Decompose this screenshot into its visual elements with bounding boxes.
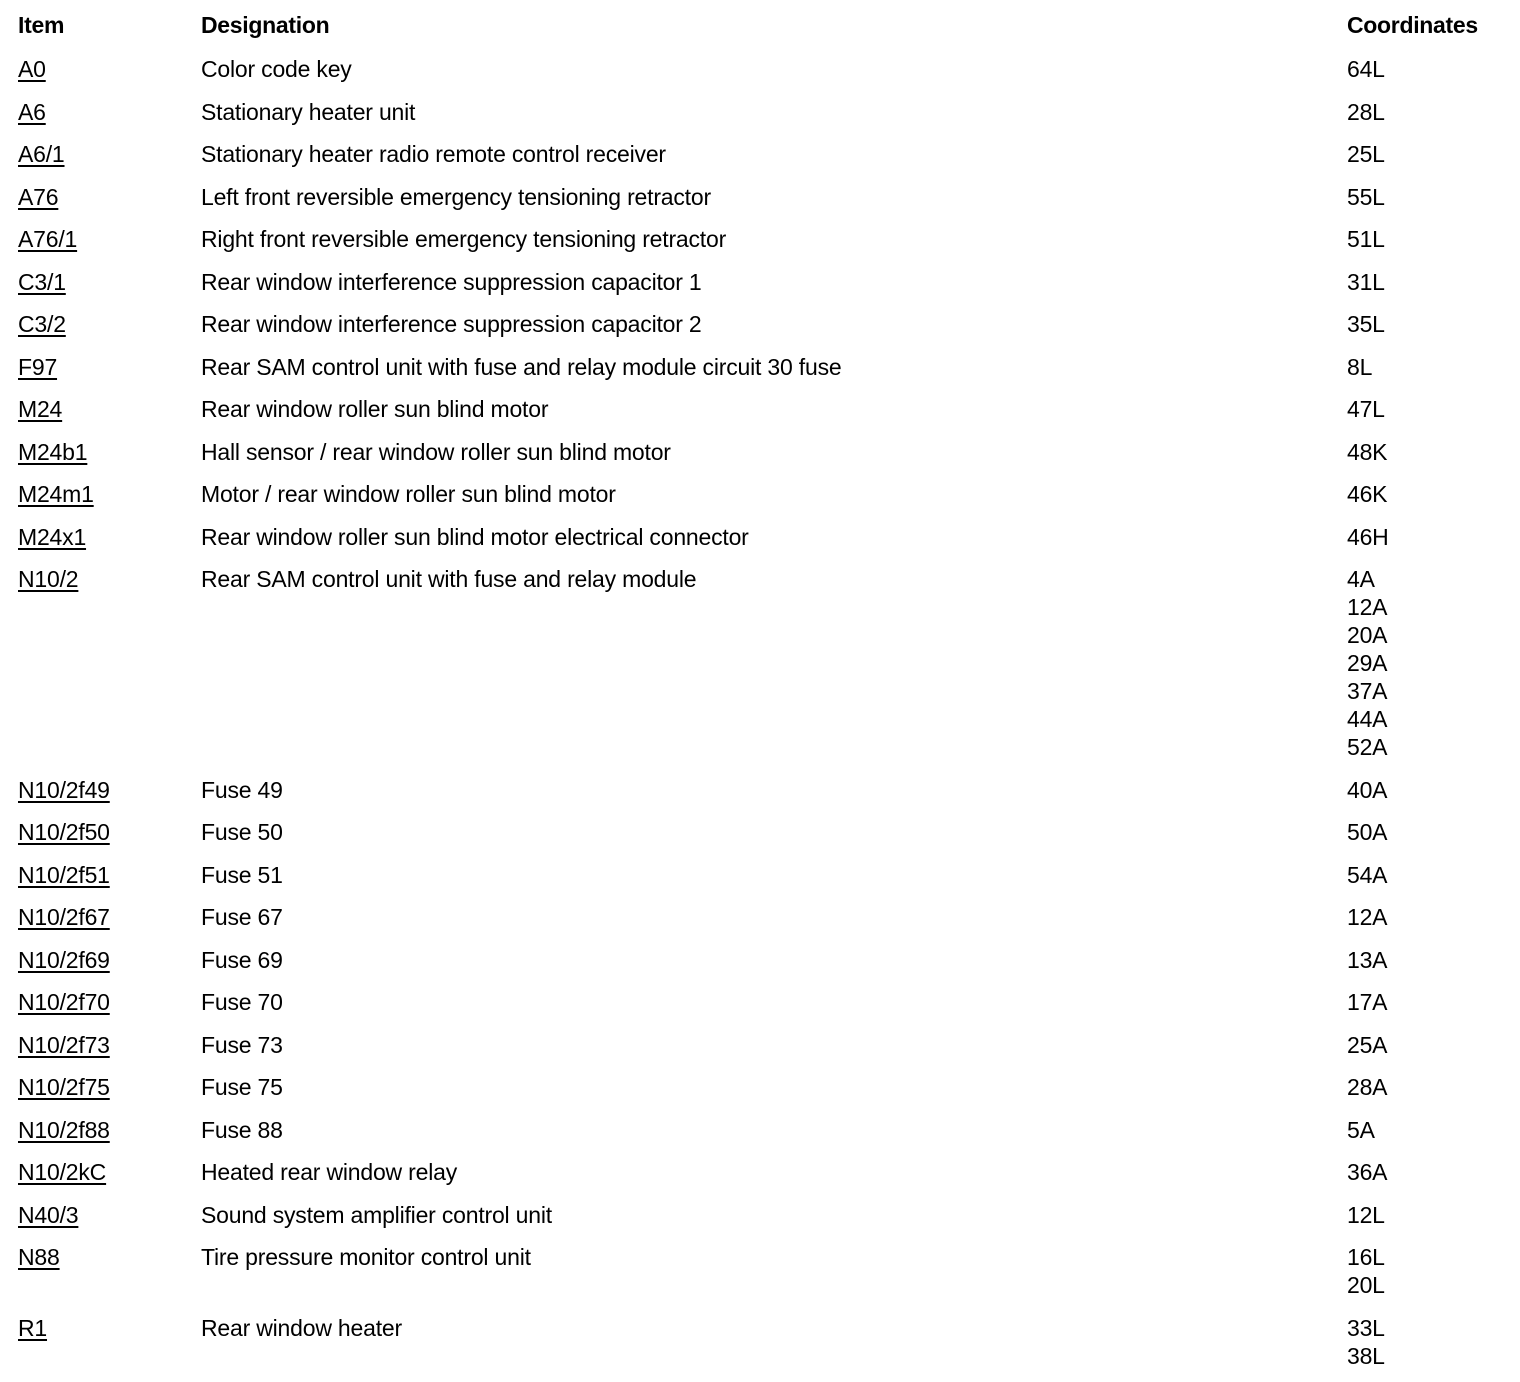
designation-text: Fuse 69 (201, 946, 283, 973)
header-item: Item (18, 12, 65, 38)
coordinate-value: 28A (1347, 1074, 1388, 1100)
item-link[interactable]: A76 (18, 183, 59, 210)
coordinate-value: 64L (1347, 56, 1385, 82)
header-coordinates: Coordinates (1347, 12, 1478, 38)
coordinates-cell (1347, 480, 1387, 508)
designation-text: Fuse 75 (201, 1074, 283, 1100)
designation-text: Rear window roller sun blind motor (201, 396, 549, 422)
header-designation: Designation (201, 12, 330, 38)
coordinates-cell (1347, 98, 1385, 126)
designation-text: Rear SAM control unit with fuse and relay module circuit 30 fuse (201, 353, 842, 380)
coordinate-value: 5A (1347, 1116, 1375, 1143)
designation-text: Fuse 73 (201, 1031, 283, 1058)
coordinate-value: 35L (1347, 311, 1385, 337)
coordinates-cell (1347, 268, 1385, 296)
item-link[interactable]: M24b1 (18, 438, 88, 465)
coordinate-value: 20L (1347, 1272, 1385, 1298)
coordinate-value: 31L (1347, 268, 1385, 295)
designation-text: Rear window heater (201, 1314, 402, 1341)
coordinate-value: 17A (1347, 989, 1388, 1015)
coordinate-value: 46K (1347, 481, 1388, 507)
coordinate-value: 37A (1347, 678, 1388, 704)
item-link[interactable]: A6 (18, 98, 46, 125)
table-header (0, 12, 1520, 42)
coordinate-value: 48K (1347, 438, 1388, 465)
designation-text: Fuse 50 (201, 819, 283, 845)
designation-text: Right front reversible emergency tensioning retractor (201, 226, 727, 252)
coordinate-value: 12A (1347, 594, 1388, 620)
coordinates-cell (1347, 1314, 1385, 1370)
designation-text: Tire pressure monitor control unit (201, 1244, 531, 1270)
coordinate-value: 55L (1347, 183, 1385, 210)
designation-text: Stationary heater unit (201, 98, 416, 125)
coordinate-value: 8L (1347, 353, 1373, 380)
designation-text: Fuse 67 (201, 904, 283, 930)
designation-text: Color code key (201, 56, 352, 82)
item-link[interactable]: C3/2 (18, 311, 66, 337)
designation-text: Rear SAM control unit with fuse and relay module (201, 566, 697, 592)
coordinate-value: 20A (1347, 622, 1388, 648)
designation-text: Motor / rear window roller sun blind motor (201, 481, 616, 507)
coordinate-value: 44A (1347, 706, 1388, 732)
item-link[interactable]: N10/2f49 (18, 776, 110, 803)
coordinate-value: 25A (1347, 1031, 1388, 1058)
coordinates-cell (1347, 861, 1387, 889)
designation-text: Rear window interference suppression capacitor 1 (201, 268, 702, 295)
item-link[interactable]: N10/2f88 (18, 1116, 110, 1143)
coordinates-cell (1347, 55, 1385, 83)
coordinate-value: 28L (1347, 98, 1385, 125)
item-link[interactable]: M24 (18, 396, 63, 422)
coordinates-cell (1347, 225, 1385, 253)
coordinates-cell (1347, 395, 1385, 423)
coordinate-value: 52A (1347, 734, 1388, 760)
designation-text: Fuse 88 (201, 1116, 283, 1143)
item-link[interactable]: N10/2f70 (18, 989, 110, 1015)
item-link[interactable]: A76/1 (18, 226, 78, 252)
coordinates-cell (1347, 353, 1372, 381)
coordinates-cell (1347, 776, 1387, 804)
coordinate-value: 33L (1347, 1314, 1385, 1341)
coordinate-value: 25L (1347, 141, 1385, 167)
coordinate-value: 36A (1347, 1159, 1388, 1185)
designation-text: Sound system amplifier control unit (201, 1201, 552, 1228)
coordinates-cell (1347, 140, 1385, 168)
coordinate-value: 38L (1347, 1342, 1385, 1369)
coordinates-cell (1347, 565, 1387, 761)
coordinates-cell (1347, 1031, 1387, 1059)
coordinate-value: 40A (1347, 776, 1388, 803)
designation-text: Hall sensor / rear window roller sun blind motor (201, 438, 671, 465)
designation-text: Fuse 49 (201, 776, 283, 803)
item-link[interactable]: R1 (18, 1314, 48, 1341)
item-link[interactable]: N10/2f73 (18, 1031, 110, 1058)
coordinate-value: 47L (1347, 396, 1385, 422)
designation-text: Fuse 70 (201, 989, 283, 1015)
coordinate-value: 51L (1347, 226, 1385, 252)
coordinates-cell (1347, 818, 1387, 846)
item-link[interactable]: N10/2 (18, 566, 79, 592)
coordinate-value: 16L (1347, 1244, 1385, 1270)
coordinates-cell (1347, 1158, 1387, 1186)
item-link[interactable]: N10/2f69 (18, 946, 110, 973)
item-link[interactable]: M24x1 (18, 523, 87, 550)
item-link[interactable]: N10/2kC (18, 1159, 107, 1185)
item-link[interactable]: C3/1 (18, 268, 66, 295)
coordinates-cell (1347, 946, 1387, 974)
item-link[interactable]: N10/2f67 (18, 904, 110, 930)
coordinates-cell (1347, 438, 1387, 466)
coordinates-cell (1347, 1116, 1375, 1144)
item-link[interactable]: N10/2f75 (18, 1074, 110, 1100)
coordinates-cell (1347, 1243, 1385, 1299)
item-link[interactable]: A6/1 (18, 141, 65, 167)
coordinates-cell (1347, 1201, 1385, 1229)
item-link[interactable]: N88 (18, 1244, 60, 1270)
designation-text: Left front reversible emergency tensioning retractor (201, 183, 711, 210)
item-link[interactable]: N10/2f51 (18, 861, 110, 888)
designation-text: Heated rear window relay (201, 1159, 457, 1185)
coordinate-value: 29A (1347, 650, 1388, 676)
coordinate-value: 12A (1347, 904, 1388, 930)
coordinate-value: 12L (1347, 1201, 1385, 1228)
item-link[interactable]: F97 (18, 353, 58, 380)
coordinate-value: 46H (1347, 523, 1389, 550)
coordinates-cell (1347, 988, 1387, 1016)
coordinate-value: 50A (1347, 819, 1388, 845)
coordinate-value: 13A (1347, 946, 1388, 973)
designation-text: Stationary heater radio remote control receiver (201, 141, 666, 167)
coordinates-cell (1347, 183, 1385, 211)
item-link[interactable]: A0 (18, 56, 46, 82)
coordinates-cell (1347, 523, 1389, 551)
item-link[interactable]: N10/2f50 (18, 819, 110, 845)
coordinate-value: 54A (1347, 861, 1388, 888)
item-link[interactable]: N40/3 (18, 1201, 79, 1228)
coordinates-cell (1347, 310, 1385, 338)
item-link[interactable]: M24m1 (18, 481, 94, 507)
designation-text: Rear window roller sun blind motor electrical connector (201, 523, 749, 550)
designation-text: Rear window interference suppression capacitor 2 (201, 311, 702, 337)
coordinates-cell (1347, 903, 1387, 931)
coordinate-value: 4A (1347, 566, 1375, 592)
coordinates-cell (1347, 1073, 1387, 1101)
designation-text: Fuse 51 (201, 861, 283, 888)
